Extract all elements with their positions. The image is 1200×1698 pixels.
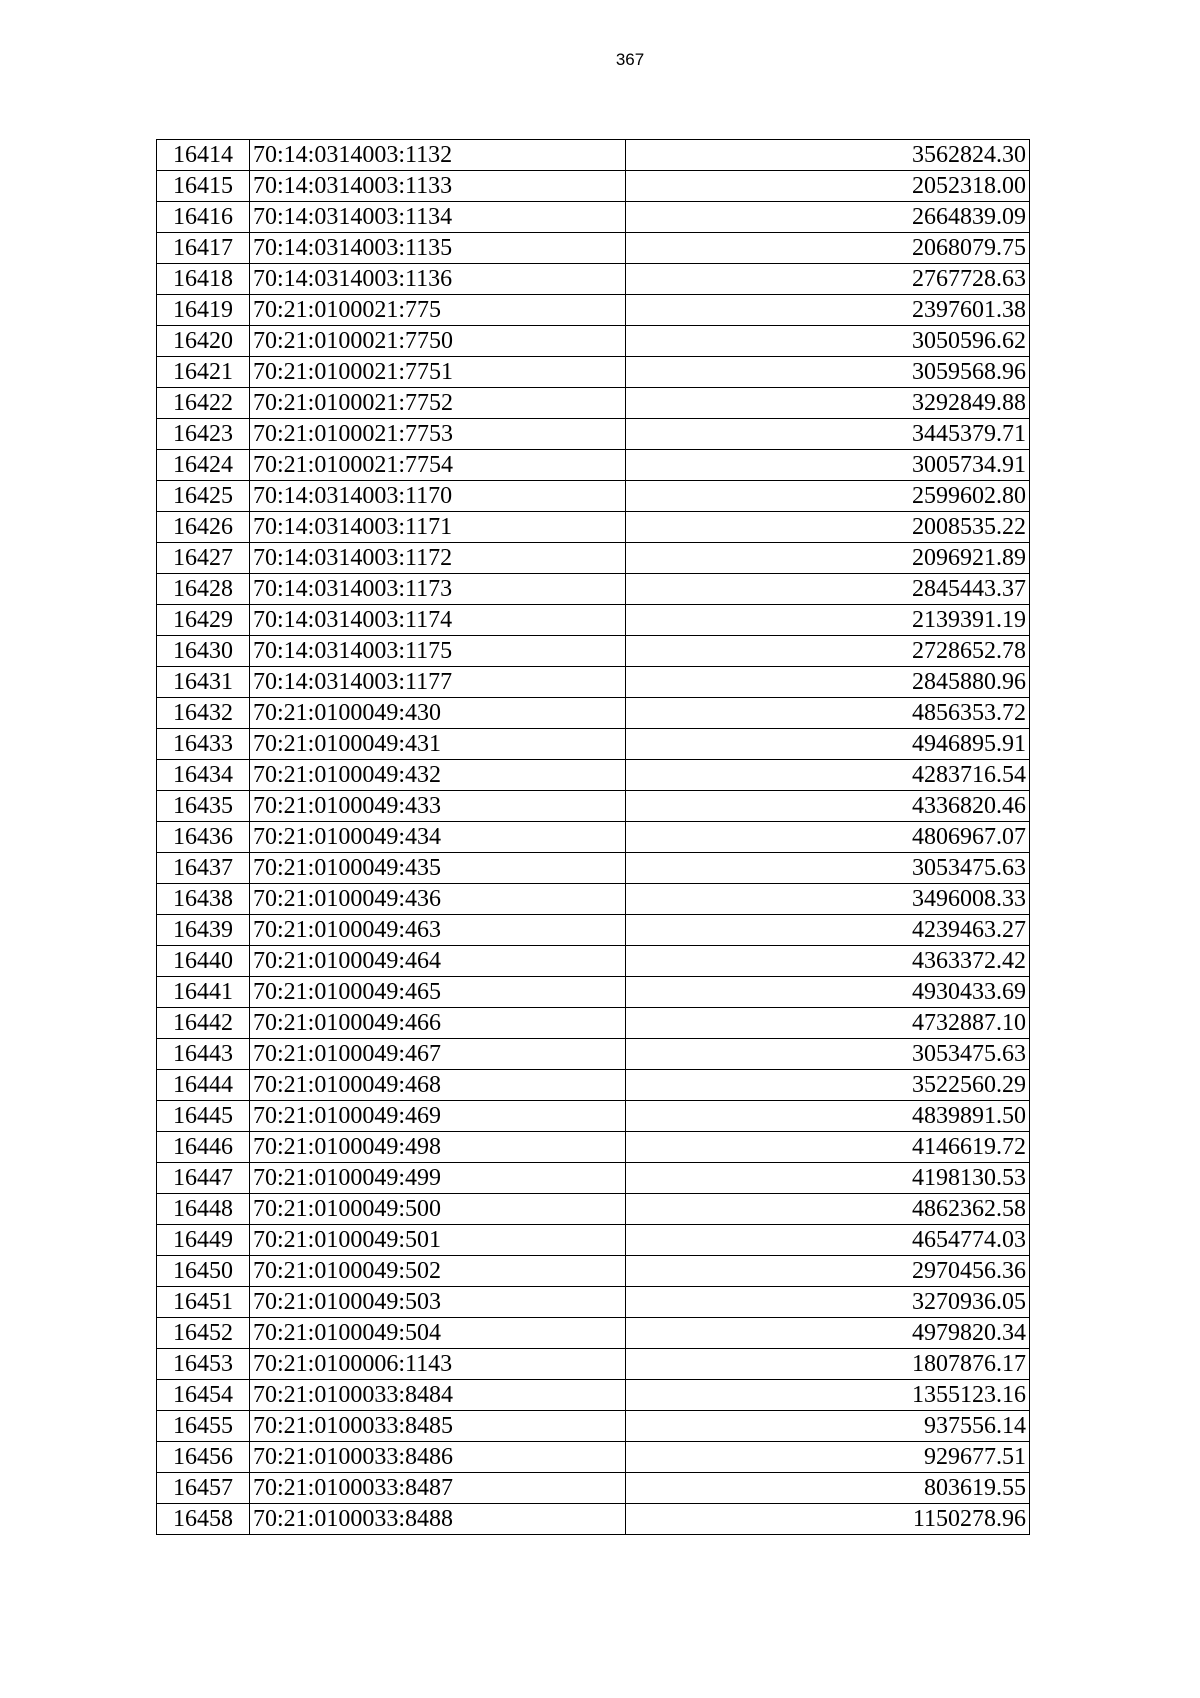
value-cell: 3053475.63	[626, 853, 1030, 884]
cadastral-number-cell: 70:21:0100049:469	[250, 1101, 626, 1132]
row-number-cell: 16424	[157, 450, 250, 481]
value-cell: 4930433.69	[626, 977, 1030, 1008]
cadastral-number-cell: 70:21:0100049:434	[250, 822, 626, 853]
table-row	[157, 1225, 1030, 1256]
table-row	[157, 760, 1030, 791]
cadastral-number-cell: 70:21:0100049:499	[250, 1163, 626, 1194]
row-number-cell: 16450	[157, 1256, 250, 1287]
value-cell: 4979820.34	[626, 1318, 1030, 1349]
cadastral-number-cell: 70:21:0100021:775	[250, 295, 626, 326]
cadastral-number-cell: 70:21:0100049:467	[250, 1039, 626, 1070]
value-cell: 2845443.37	[626, 574, 1030, 605]
row-number-cell: 16458	[157, 1504, 250, 1535]
table-row	[157, 1504, 1030, 1535]
table-row	[157, 1442, 1030, 1473]
value-cell: 3562824.30	[626, 140, 1030, 171]
row-number-cell: 16415	[157, 171, 250, 202]
table-row	[157, 233, 1030, 264]
value-cell: 929677.51	[626, 1442, 1030, 1473]
row-number-cell: 16454	[157, 1380, 250, 1411]
value-cell: 1807876.17	[626, 1349, 1030, 1380]
value-cell: 2052318.00	[626, 171, 1030, 202]
row-number-cell: 16414	[157, 140, 250, 171]
page-number: 367	[615, 50, 645, 69]
row-number-cell: 16443	[157, 1039, 250, 1070]
row-number-cell: 16421	[157, 357, 250, 388]
row-number-cell: 16452	[157, 1318, 250, 1349]
table-row	[157, 1039, 1030, 1070]
cadastral-number-cell: 70:14:0314003:1135	[250, 233, 626, 264]
cadastral-number-cell: 70:21:0100049:463	[250, 915, 626, 946]
value-cell: 937556.14	[626, 1411, 1030, 1442]
cadastral-number-cell: 70:14:0314003:1171	[250, 512, 626, 543]
value-cell: 3292849.88	[626, 388, 1030, 419]
value-cell: 3522560.29	[626, 1070, 1030, 1101]
value-cell: 2397601.38	[626, 295, 1030, 326]
table-row	[157, 698, 1030, 729]
row-number-cell: 16419	[157, 295, 250, 326]
value-cell: 1355123.16	[626, 1380, 1030, 1411]
cadastral-number-cell: 70:21:0100049:436	[250, 884, 626, 915]
value-cell: 1150278.96	[626, 1504, 1030, 1535]
row-number-cell: 16429	[157, 605, 250, 636]
table-row	[157, 295, 1030, 326]
cadastral-number-cell: 70:21:0100033:8485	[250, 1411, 626, 1442]
value-cell: 4146619.72	[626, 1132, 1030, 1163]
value-cell: 3445379.71	[626, 419, 1030, 450]
value-cell: 3059568.96	[626, 357, 1030, 388]
cadastral-number-cell: 70:14:0314003:1172	[250, 543, 626, 574]
value-cell: 2068079.75	[626, 233, 1030, 264]
cadastral-number-cell: 70:21:0100033:8488	[250, 1504, 626, 1535]
cadastral-number-cell: 70:21:0100049:468	[250, 1070, 626, 1101]
table-row	[157, 1163, 1030, 1194]
cadastral-number-cell: 70:21:0100049:498	[250, 1132, 626, 1163]
table-row	[157, 481, 1030, 512]
table-row	[157, 636, 1030, 667]
row-number-cell: 16453	[157, 1349, 250, 1380]
cadastral-number-cell: 70:21:0100049:432	[250, 760, 626, 791]
table-row	[157, 419, 1030, 450]
row-number-cell: 16431	[157, 667, 250, 698]
row-number-cell: 16440	[157, 946, 250, 977]
row-number-cell: 16426	[157, 512, 250, 543]
cadastral-number-cell: 70:21:0100021:7752	[250, 388, 626, 419]
cadastral-number-cell: 70:14:0314003:1134	[250, 202, 626, 233]
table-row	[157, 1256, 1030, 1287]
value-cell: 803619.55	[626, 1473, 1030, 1504]
row-number-cell: 16438	[157, 884, 250, 915]
value-cell: 2599602.80	[626, 481, 1030, 512]
cadastral-number-cell: 70:21:0100049:464	[250, 946, 626, 977]
row-number-cell: 16456	[157, 1442, 250, 1473]
table-row	[157, 915, 1030, 946]
value-cell: 4839891.50	[626, 1101, 1030, 1132]
row-number-cell: 16447	[157, 1163, 250, 1194]
table-row	[157, 1411, 1030, 1442]
row-number-cell: 16439	[157, 915, 250, 946]
cadastral-number-cell: 70:21:0100021:7751	[250, 357, 626, 388]
table-row	[157, 1473, 1030, 1504]
row-number-cell: 16435	[157, 791, 250, 822]
value-cell: 2664839.09	[626, 202, 1030, 233]
value-cell: 4283716.54	[626, 760, 1030, 791]
row-number-cell: 16442	[157, 1008, 250, 1039]
cadastral-number-cell: 70:14:0314003:1132	[250, 140, 626, 171]
table-row	[157, 884, 1030, 915]
cadastral-number-cell: 70:21:0100049:435	[250, 853, 626, 884]
row-number-cell: 16428	[157, 574, 250, 605]
value-cell: 4946895.91	[626, 729, 1030, 760]
value-cell: 3496008.33	[626, 884, 1030, 915]
value-cell: 2096921.89	[626, 543, 1030, 574]
row-number-cell: 16422	[157, 388, 250, 419]
table-row	[157, 605, 1030, 636]
row-number-cell: 16420	[157, 326, 250, 357]
table-row	[157, 574, 1030, 605]
row-number-cell: 16416	[157, 202, 250, 233]
table-row	[157, 729, 1030, 760]
cadastral-number-cell: 70:21:0100049:465	[250, 977, 626, 1008]
table-row	[157, 667, 1030, 698]
row-number-cell: 16449	[157, 1225, 250, 1256]
value-cell: 2008535.22	[626, 512, 1030, 543]
value-cell: 4806967.07	[626, 822, 1030, 853]
table-row	[157, 326, 1030, 357]
table-row	[157, 264, 1030, 295]
table-row	[157, 1070, 1030, 1101]
value-cell: 4654774.03	[626, 1225, 1030, 1256]
row-number-cell: 16455	[157, 1411, 250, 1442]
row-number-cell: 16432	[157, 698, 250, 729]
table-body	[157, 140, 1030, 1535]
table-row	[157, 171, 1030, 202]
table-row	[157, 822, 1030, 853]
row-number-cell: 16437	[157, 853, 250, 884]
cadastral-number-cell: 70:14:0314003:1177	[250, 667, 626, 698]
table-row	[157, 1132, 1030, 1163]
row-number-cell: 16425	[157, 481, 250, 512]
value-cell: 2767728.63	[626, 264, 1030, 295]
cadastral-number-cell: 70:14:0314003:1175	[250, 636, 626, 667]
value-cell: 2970456.36	[626, 1256, 1030, 1287]
cadastral-number-cell: 70:21:0100049:433	[250, 791, 626, 822]
row-number-cell: 16451	[157, 1287, 250, 1318]
row-number-cell: 16446	[157, 1132, 250, 1163]
table-row	[157, 853, 1030, 884]
table-row	[157, 1287, 1030, 1318]
table-row	[157, 1380, 1030, 1411]
cadastral-number-cell: 70:21:0100049:500	[250, 1194, 626, 1225]
table-row	[157, 202, 1030, 233]
cadastral-number-cell: 70:14:0314003:1173	[250, 574, 626, 605]
value-cell: 2845880.96	[626, 667, 1030, 698]
data-table	[156, 139, 1030, 1535]
cadastral-number-cell: 70:21:0100049:430	[250, 698, 626, 729]
row-number-cell: 16445	[157, 1101, 250, 1132]
cadastral-number-cell: 70:14:0314003:1174	[250, 605, 626, 636]
cadastral-number-cell: 70:14:0314003:1170	[250, 481, 626, 512]
table-row	[157, 140, 1030, 171]
value-cell: 4198130.53	[626, 1163, 1030, 1194]
row-number-cell: 16436	[157, 822, 250, 853]
table-row	[157, 1349, 1030, 1380]
value-cell: 4862362.58	[626, 1194, 1030, 1225]
cadastral-number-cell: 70:21:0100033:8487	[250, 1473, 626, 1504]
value-cell: 4856353.72	[626, 698, 1030, 729]
row-number-cell: 16444	[157, 1070, 250, 1101]
cadastral-number-cell: 70:21:0100021:7750	[250, 326, 626, 357]
table-row	[157, 543, 1030, 574]
row-number-cell: 16441	[157, 977, 250, 1008]
cadastral-number-cell: 70:21:0100049:504	[250, 1318, 626, 1349]
cadastral-number-cell: 70:21:0100049:503	[250, 1287, 626, 1318]
cadastral-number-cell: 70:14:0314003:1136	[250, 264, 626, 295]
cadastral-number-cell: 70:21:0100033:8486	[250, 1442, 626, 1473]
cadastral-number-cell: 70:21:0100049:501	[250, 1225, 626, 1256]
value-cell: 2728652.78	[626, 636, 1030, 667]
table-row	[157, 791, 1030, 822]
value-cell: 3050596.62	[626, 326, 1030, 357]
table-row	[157, 512, 1030, 543]
value-cell: 3053475.63	[626, 1039, 1030, 1070]
row-number-cell: 16418	[157, 264, 250, 295]
row-number-cell: 16430	[157, 636, 250, 667]
table-row	[157, 1194, 1030, 1225]
table-row	[157, 450, 1030, 481]
value-cell: 3270936.05	[626, 1287, 1030, 1318]
cadastral-number-cell: 70:21:0100021:7754	[250, 450, 626, 481]
cadastral-number-cell: 70:21:0100049:466	[250, 1008, 626, 1039]
value-cell: 2139391.19	[626, 605, 1030, 636]
row-number-cell: 16417	[157, 233, 250, 264]
table-row	[157, 1318, 1030, 1349]
row-number-cell: 16423	[157, 419, 250, 450]
value-cell: 3005734.91	[626, 450, 1030, 481]
cadastral-number-cell: 70:21:0100021:7753	[250, 419, 626, 450]
cadastral-number-cell: 70:21:0100033:8484	[250, 1380, 626, 1411]
value-cell: 4336820.46	[626, 791, 1030, 822]
table-row	[157, 357, 1030, 388]
cadastral-number-cell: 70:21:0100049:431	[250, 729, 626, 760]
row-number-cell: 16434	[157, 760, 250, 791]
row-number-cell: 16448	[157, 1194, 250, 1225]
table-row	[157, 388, 1030, 419]
table-row	[157, 1101, 1030, 1132]
value-cell: 4363372.42	[626, 946, 1030, 977]
table-row	[157, 977, 1030, 1008]
row-number-cell: 16427	[157, 543, 250, 574]
row-number-cell: 16433	[157, 729, 250, 760]
cadastral-number-cell: 70:21:0100006:1143	[250, 1349, 626, 1380]
row-number-cell: 16457	[157, 1473, 250, 1504]
cadastral-number-cell: 70:14:0314003:1133	[250, 171, 626, 202]
cadastral-number-cell: 70:21:0100049:502	[250, 1256, 626, 1287]
value-cell: 4732887.10	[626, 1008, 1030, 1039]
table-row	[157, 946, 1030, 977]
table-row	[157, 1008, 1030, 1039]
value-cell: 4239463.27	[626, 915, 1030, 946]
